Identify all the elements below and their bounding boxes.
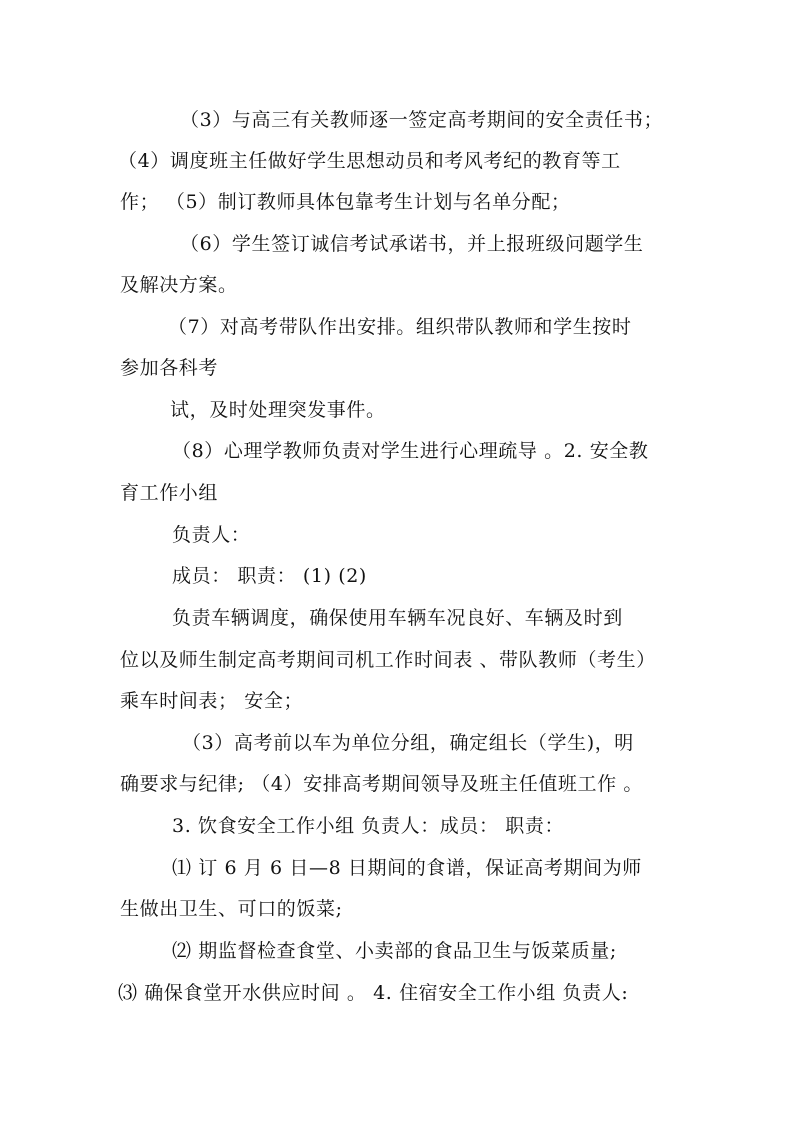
text-line-9: （8）心理学教师负责对学生进行心理疏导 。2. 安全教 <box>172 440 649 462</box>
text-line-3: 作； （5）制订教师具体包靠考生计划与名单分配； <box>120 191 571 213</box>
text-line-20: 生做出卫生、可口的饭菜; <box>120 898 343 920</box>
text-line-14: 位以及师生制定高考期间司机工作时间表 、带队教师（考生） <box>120 649 656 671</box>
text-line-4: （6）学生签订诚信考试承诺书，并上报班级问题学生 <box>180 233 644 255</box>
text-line-18: 3. 饮食安全工作小组 负责人：成员： 职责： <box>172 815 565 837</box>
text-line-22: ⑶ 确保食堂开水供应时间 。 4. 住宿安全工作小组 负责人: <box>118 982 629 1004</box>
text-line-19: ⑴ 订 6 月 6 日—8 日期间的食谱，保证高考期间为师 <box>172 857 642 879</box>
text-line-21: ⑵ 期监督检查食堂、小卖部的食品卫生与饭菜质量; <box>172 940 617 962</box>
text-line-17: 确要求与纪律; （4）安排高考期间领导及班主任值班工作 。 <box>120 773 643 795</box>
text-line-16: （3）高考前以车为单位分组，确定组长（学生)，明 <box>182 732 634 754</box>
text-line-11: 负责人： <box>172 524 251 546</box>
text-line-13: 负责车辆调度，确保使用车辆车况良好、车辆及时到 <box>172 607 623 629</box>
text-line-12: 成员： 职责： (1) (2) <box>172 565 367 587</box>
text-line-10: 育工作小组 <box>120 482 219 504</box>
text-line-8: 试，及时处理突发事件。 <box>170 399 386 421</box>
text-line-6: （7）对高考带队作出安排。组织带队教师和学生按时 <box>168 316 632 338</box>
text-line-2: （4）调度班主任做好学生思想动员和考风考纪的教育等工 <box>118 150 621 172</box>
text-line-5: 及解决方案。 <box>120 274 238 296</box>
text-line-7: 参加各科考 <box>120 357 219 379</box>
text-line-15: 乘车时间表； 安全； <box>120 690 304 712</box>
text-line-1: （3）与高三有关教师逐一签定高考期间的安全责任书； <box>180 109 664 131</box>
